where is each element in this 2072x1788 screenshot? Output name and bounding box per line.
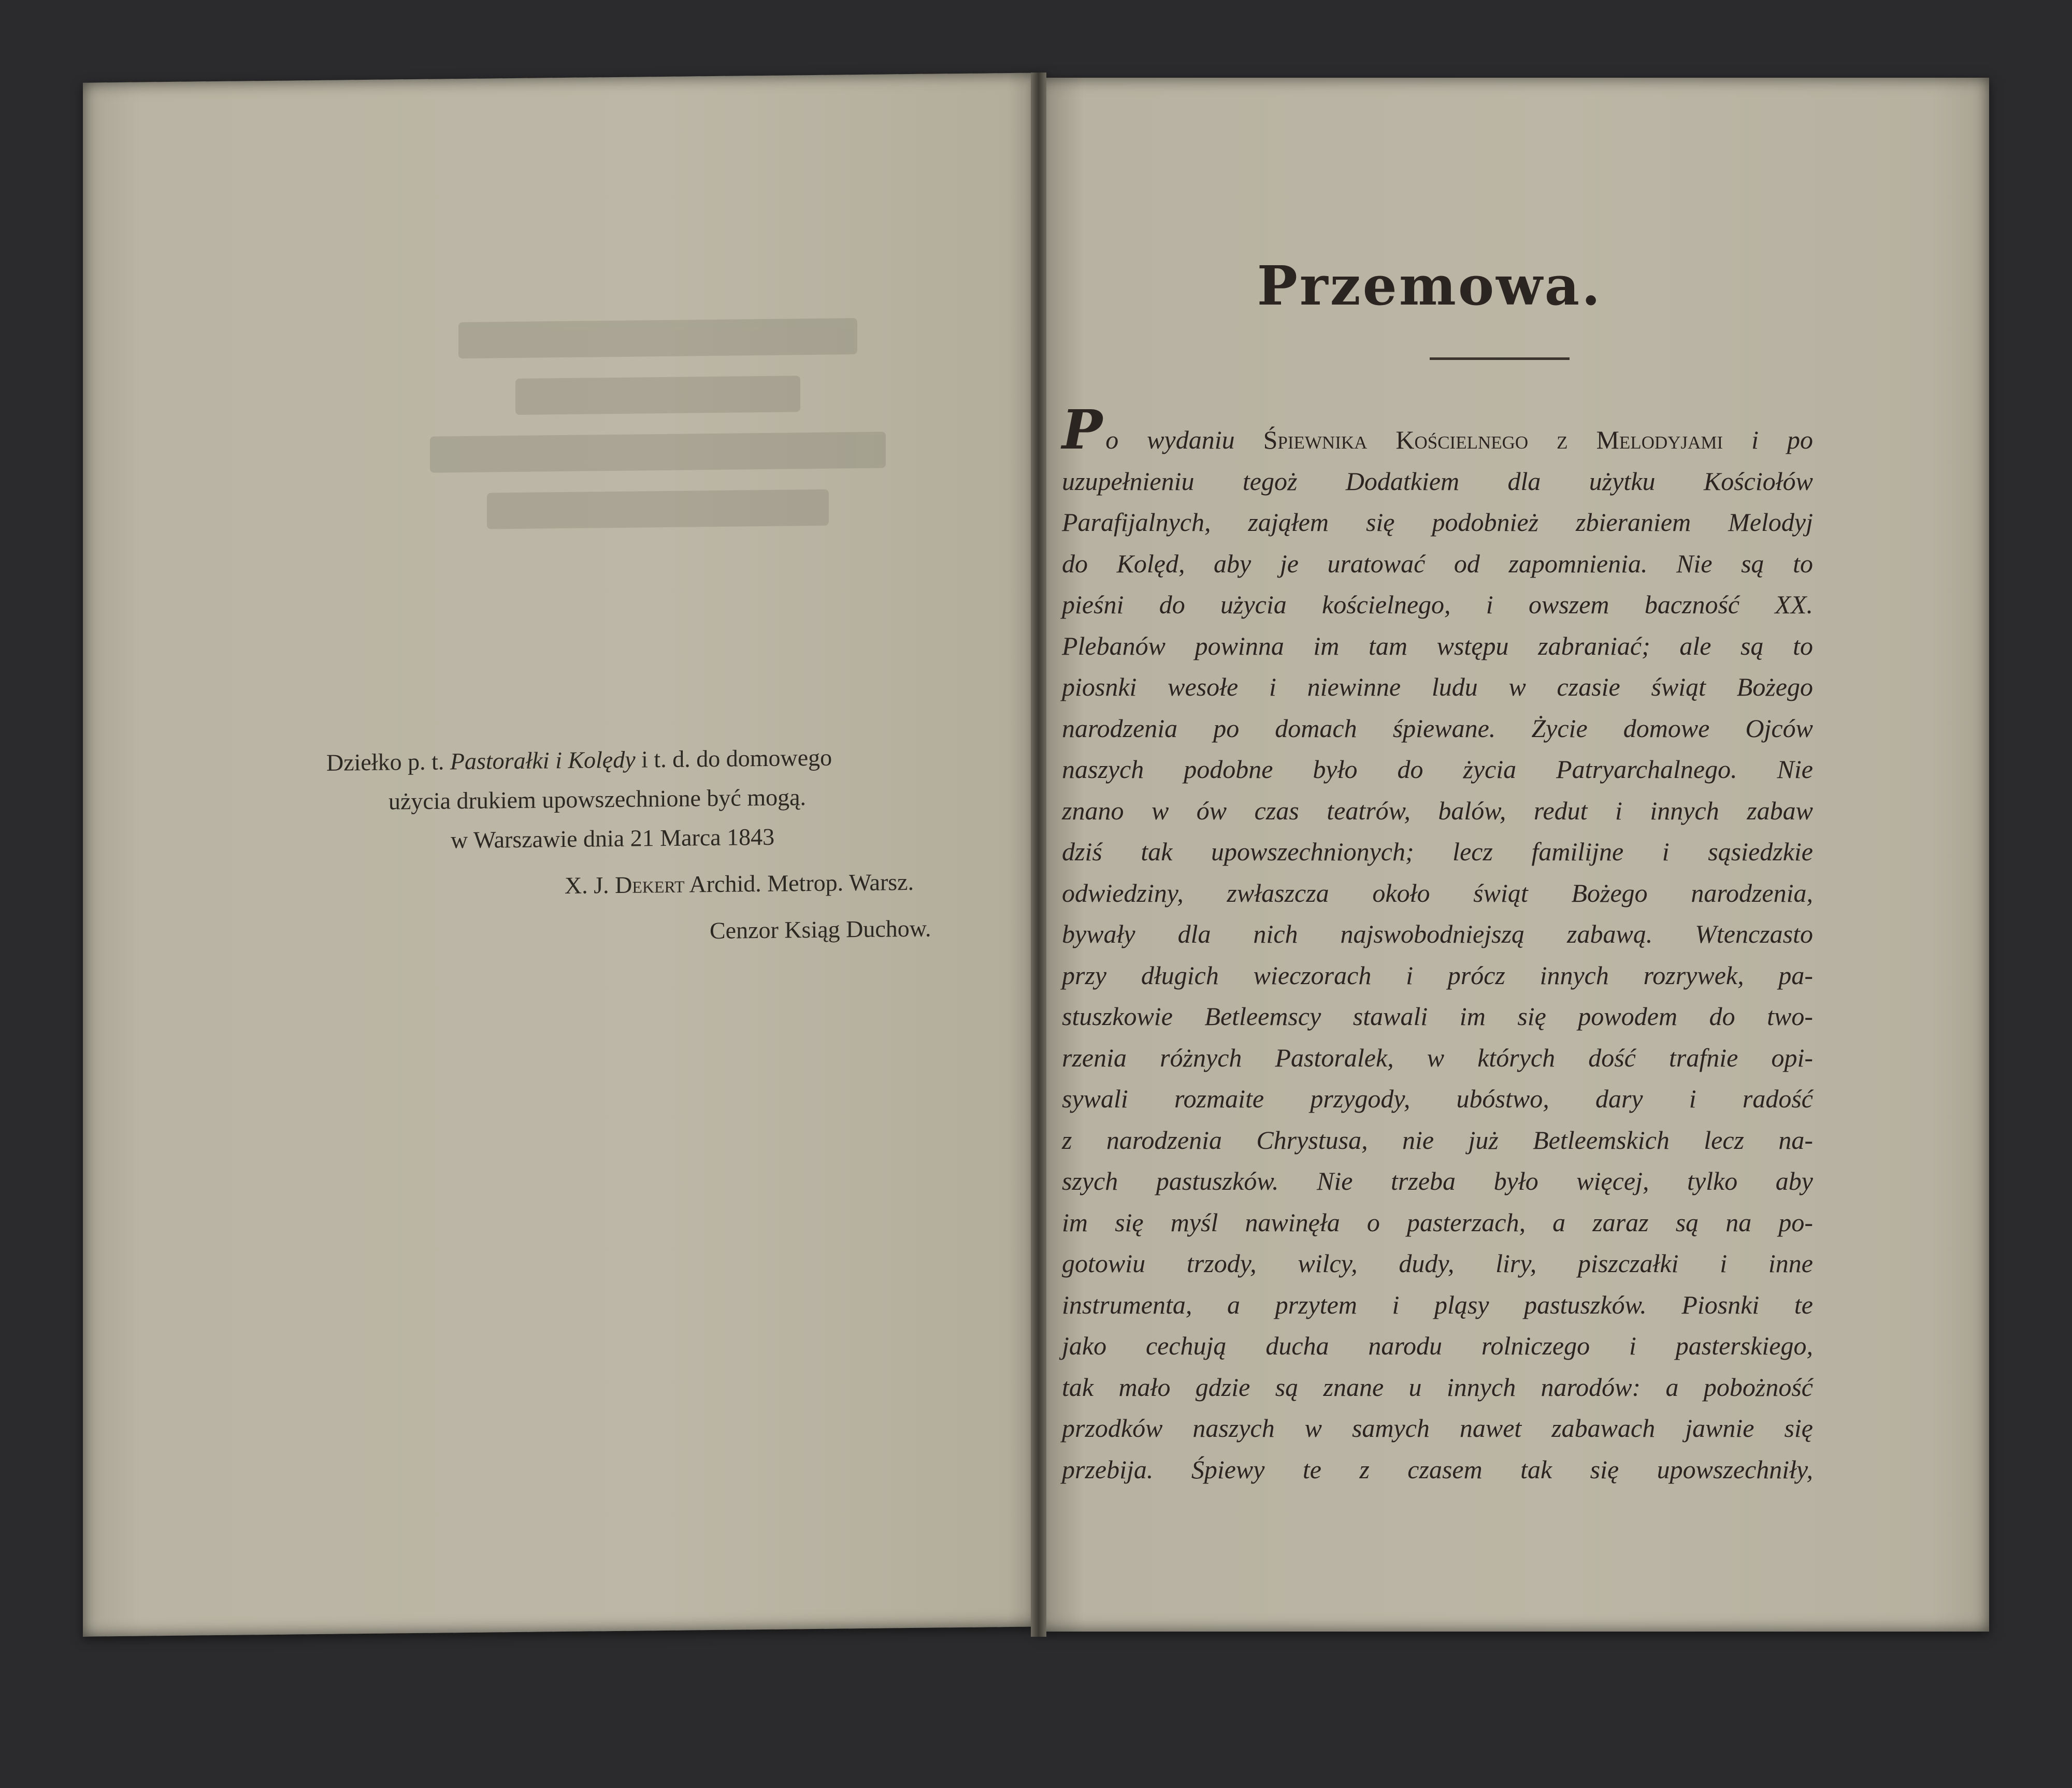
preface-line: narodzenia po domach śpiewane. Życie domowe Ojców <box>1062 713 1813 743</box>
imprimatur-line-1-pre: Dziełko p. t. <box>326 748 450 776</box>
preface-line: do Kolęd, aby je uratować od zapomnienia. Nie są to <box>1062 549 1813 578</box>
preface-lines <box>1062 461 1813 1491</box>
preface-line: sywali rozmaite przygody, ubóstwo, dary i radość <box>1062 1084 1813 1113</box>
preface-line: odwiedziny, zwłaszcza około świąt Bożego narodzenia, <box>1062 878 1813 907</box>
imprimatur-date: w Warszawie dnia 21 Marca 1843 <box>451 823 775 854</box>
imprimatur-notice <box>326 736 1041 954</box>
preface-line: pieśni do użycia kościelnego, i owszem baczność XX. <box>1062 590 1813 619</box>
preface-line: stuszkowie Betleemscy stawali im się powodem do two- <box>1062 1002 1813 1031</box>
book-reference: Śpiewnika Kościelnego z Melodyjami <box>1263 425 1723 454</box>
preface-line: instrumenta, a przytem i pląsy pastuszków. Piosnki te <box>1062 1290 1813 1319</box>
preface-line: dziś tak upowszechnionych; lecz familijne i sąsiedzkie <box>1062 837 1813 866</box>
preface-line: znano w ów czas teatrów, balów, redut i innych zabaw <box>1062 796 1813 825</box>
preface-line: tak mało gdzie są znane u innych narodów: a pobożność <box>1062 1372 1813 1402</box>
preface-line: rzenia różnych Pastoralek, w których dość trafnie opi- <box>1062 1043 1813 1072</box>
preface-line: gotowiu trzody, wilcy, dudy, liry, piszczałki i inne <box>1062 1249 1813 1278</box>
censor-office: Archid. Metrop. Warsz. <box>684 868 914 898</box>
drop-cap: P <box>1062 398 1103 462</box>
preface-line: Parafijalnych, zająłem się podobnież zbieraniem Melodyj <box>1062 508 1813 537</box>
preface-line-first <box>1062 398 1814 462</box>
censor-name-line <box>326 861 1041 907</box>
imprimatur-line-1 <box>326 736 1041 782</box>
censor-role: Cenzor Ksiąg Duchow. <box>710 915 931 944</box>
preface-line: jako cechują ducha narodu rolniczego i pasterskiego, <box>1062 1331 1813 1360</box>
bleed-through-text <box>373 296 943 665</box>
preface-line: piosnki wesołe i niewinne ludu w czasie świąt Bożego <box>1062 672 1813 701</box>
left-page <box>83 73 1046 1636</box>
preface-line: z narodzenia Chrystusa, nie już Betleemskich lecz na- <box>1062 1125 1813 1155</box>
preface-line-first-end: i po <box>1723 425 1814 454</box>
work-title: Pastorałki i Kolędy <box>450 746 636 775</box>
preface-line: szych pastuszków. Nie trzeba było więcej, tylko aby <box>1062 1166 1813 1195</box>
preface-text <box>1062 398 1814 1490</box>
imprimatur-line-2: użycia drukiem upowszechnione być mogą. <box>388 784 807 815</box>
preface-line: przebija. Śpiewy te z czasem tak się upowszechniły, <box>1062 1454 1813 1484</box>
preface-line: naszych podobne było do życia Patryarchalnego. Nie <box>1062 755 1813 784</box>
preface-line: Plebanów powinna im tam wstępu zabraniać; ale są to <box>1062 631 1813 660</box>
censor-surname: Dekert <box>615 871 685 898</box>
preface-line: przy długich wieczorach i prócz innych rozrywek, pa- <box>1062 960 1813 990</box>
preface-line: im się myśl nawinęła o pasterzach, a zaraz są na po- <box>1062 1207 1813 1237</box>
title-rule <box>1430 357 1570 360</box>
censor-initials: X. J. <box>565 871 615 899</box>
preface-line: bywały dla nich najswobodniejszą zabawą. Wtenczasto <box>1062 919 1813 948</box>
preface-line: przodków naszych w samych nawet zabawach jawnie się <box>1062 1414 1813 1443</box>
page-title: Przemowa. <box>1257 254 1603 318</box>
imprimatur-line-1-post: i t. d. do domowego <box>635 744 832 773</box>
preface-line: uzupełnieniu tegoż Dodatkiem dla użytku Kościołów <box>1062 466 1813 496</box>
preface-line-first-start: o wydaniu <box>1105 425 1235 454</box>
